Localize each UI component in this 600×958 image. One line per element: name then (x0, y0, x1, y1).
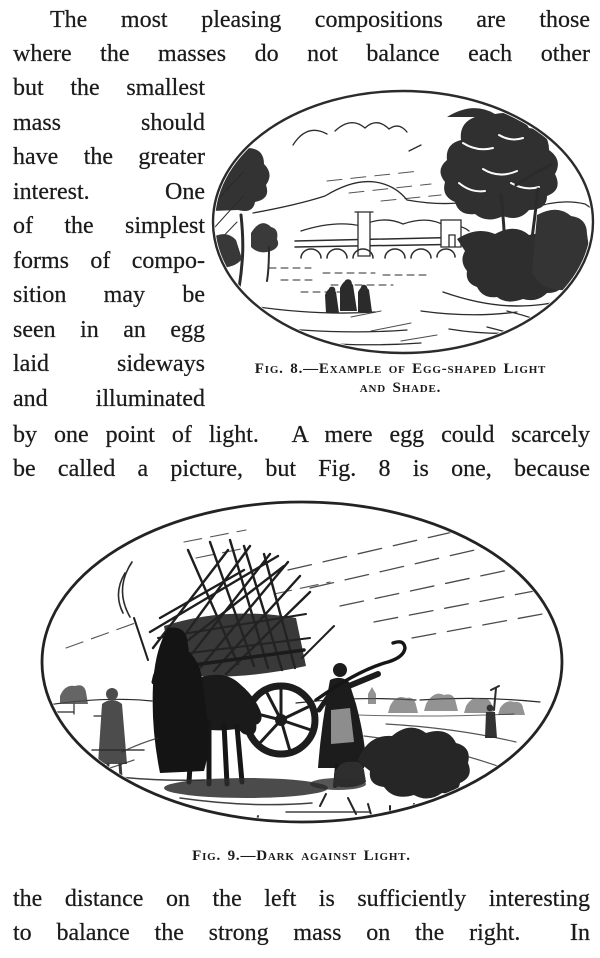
text-line: and illuminated (13, 385, 205, 412)
figure-8-illustration (211, 87, 596, 357)
text-line: sition may be (13, 282, 205, 308)
text-line: be called a picture, but Fig. 8 is one, because (13, 456, 590, 482)
paragraph-bottom (13, 882, 590, 950)
text-line: to balance the strong mass on the right. In (13, 920, 590, 946)
figure-8-caption (211, 360, 590, 398)
text-line: but the smallest (13, 75, 205, 101)
text-line: interest. One (13, 178, 205, 205)
text-line: where the masses do not balance each other (13, 41, 590, 67)
paragraph-top (13, 3, 590, 71)
text-line: laid sideways (13, 351, 205, 377)
text-line: by one point of light. A mere egg could scarcely (13, 422, 590, 448)
text-line: forms of compo- (13, 247, 205, 274)
text-line: mass should (13, 109, 205, 136)
figure-9-illustration (38, 498, 566, 826)
text-line: the distance on the left is sufficiently interesting (13, 886, 590, 912)
left-text-column (13, 71, 205, 416)
figure-9-block (13, 498, 590, 866)
text-wrap-section (13, 71, 590, 416)
caption-line: and Shade. (359, 380, 442, 396)
caption-line: Fig. 8.—Example of Egg-shaped Light (254, 361, 547, 377)
text-line: seen in an egg (13, 316, 205, 343)
text-line: have the greater (13, 144, 205, 170)
figure-8-block (205, 71, 590, 416)
text-line: of the simplest (13, 213, 205, 239)
text-line: The most pleasing compositions are those (50, 7, 590, 33)
paragraph-mid (13, 418, 590, 486)
figure-9-caption: Fig. 9.—Dark against Light. (192, 848, 411, 864)
